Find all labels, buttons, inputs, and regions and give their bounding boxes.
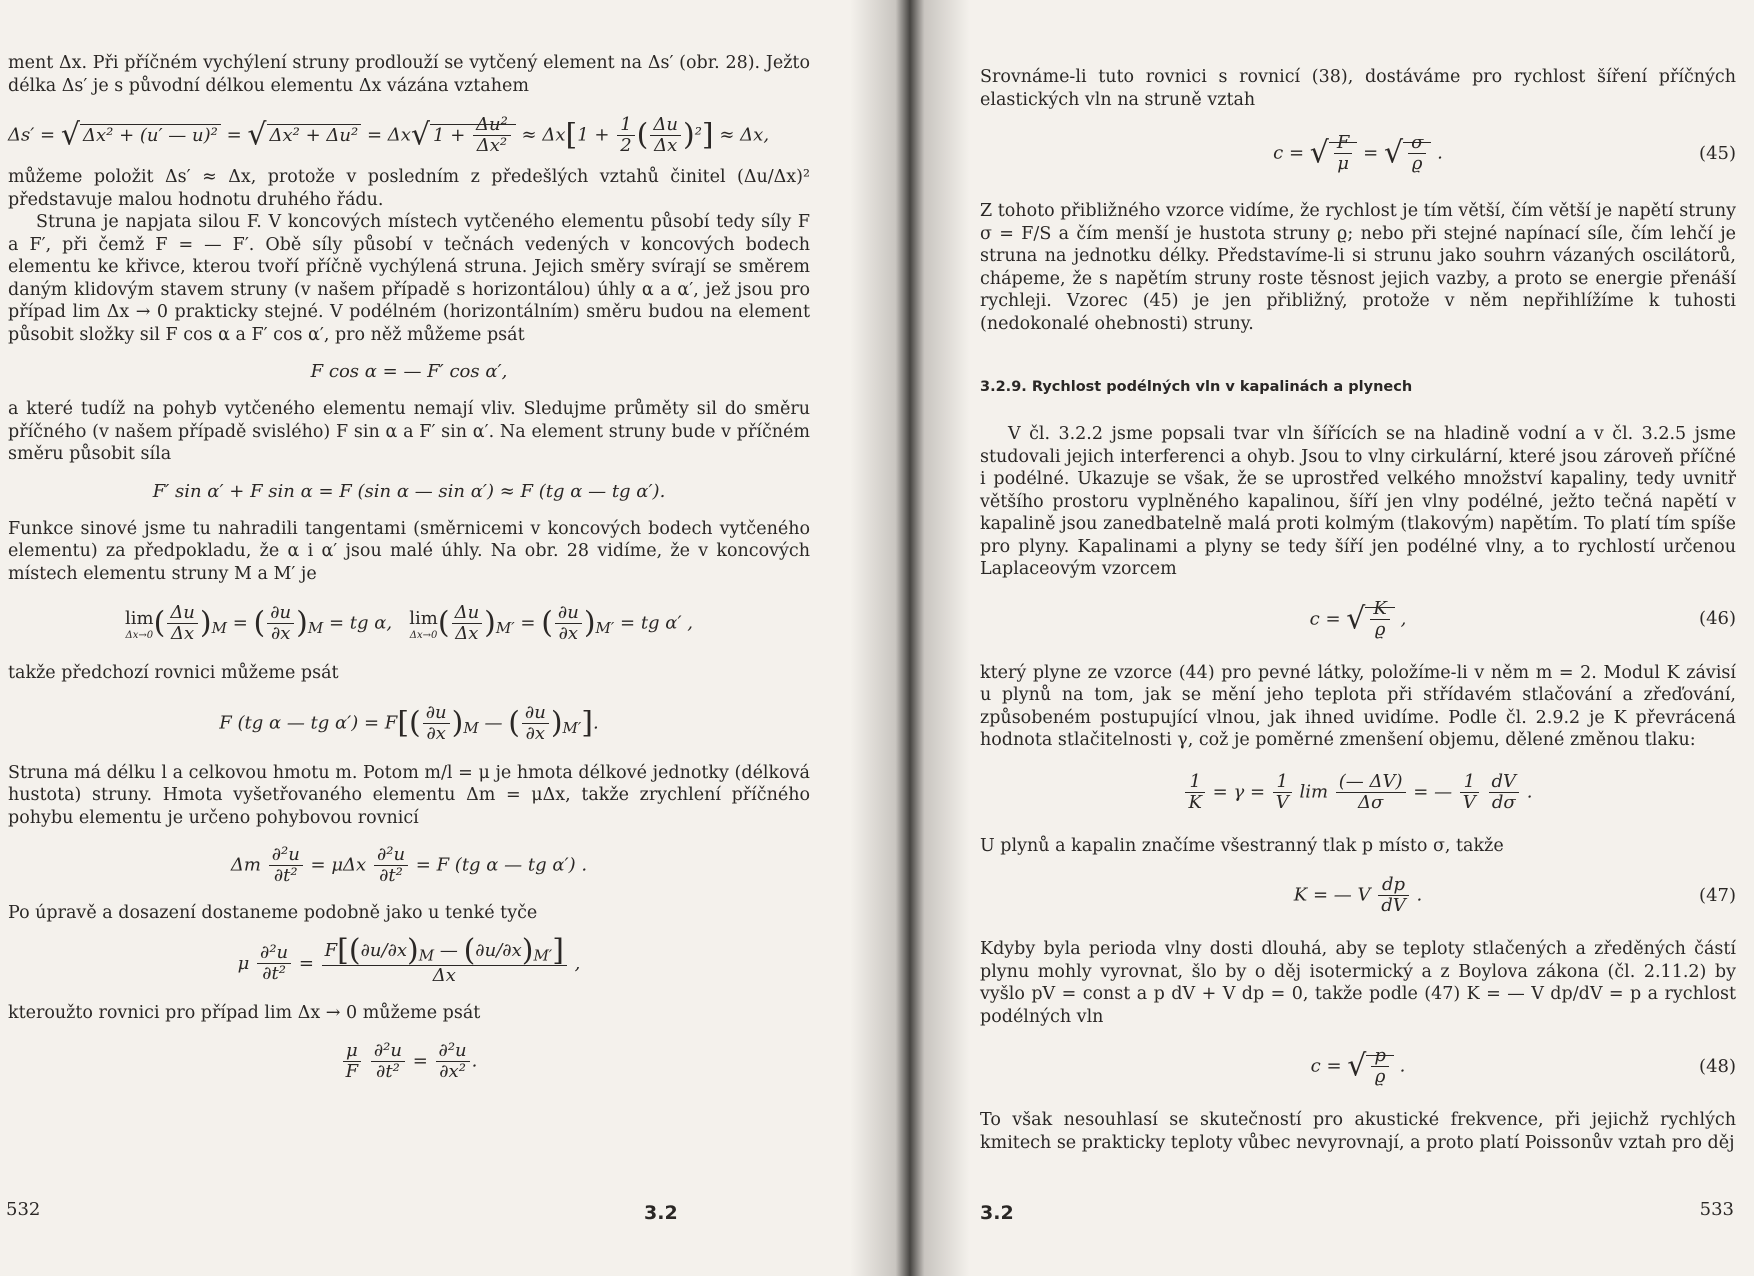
section-marker: 3.2 <box>644 1202 678 1224</box>
paragraph: který plyne ze vzorce (44) pro pevné látky, položíme-li v něm m = 2. Modul K závisí u plynů na tom, jak se mění jeho teplota při střídavém stlačování a zřeďování, způsobeném postupující vlnou, jak ihned uvidíme. Podle čl. 2.9.2 je K převrácená hodnota stlačitelnosti γ, což je poměrné zmenšení objemu, dělené změnou tlaku: <box>980 662 1736 750</box>
equation-number: (47) <box>1699 884 1736 906</box>
section-heading: 3.2.9. Rychlost podélných vln v kapalinách a plynech <box>980 379 1413 395</box>
paragraph: takže předchozí rovnici můžeme psát <box>8 663 339 683</box>
equation: K = — V $\frac{dp}{dV}$ . (47) <box>1293 874 1736 916</box>
page-number: 533 <box>1699 1199 1734 1220</box>
equation-number: (45) <box>1699 142 1736 164</box>
paragraph: ment Δx. Při příčném vychýlení struny prodlouží se vytčený element na Δs′ (obr. 28). Ježto délka Δs′ je s původní délkou elementu Δx vázána vztahem <box>8 53 810 96</box>
paragraph: Funkce sinové jsme tu nahradili tangentami (směrnicemi v koncových bodech vytčeného elementu) za předpokladu, že α i α′ jsou malé úhly. Na obr. 28 vidíme, že v koncových místech elementu struny M a M′ je <box>8 518 810 584</box>
paragraph: V čl. 3.2.2 jsme popsali tvar vln šířících se na hladině vodní a v čl. 3.2.5 jsme studovali jejich interferenci a ohyb. Jsou to vlny cirkulární, které jsou zároveň příčné i podélné. Ukazuje se však, že se uprostřed velkého množství kapaliny, tedy uvnitř většího prostoru vyplněného kapalinou, šíří jen vlny podélné, ježto tečná napětí v kapalině jsou zanedbatelně malá proti kolmým (tlakovým) napětím. To platí tím spíše pro plyny. Kapalinami a plyny se tedy šíří jen podélné vlny, a to rychlostí určenou Laplaceovým vzorcem <box>980 424 1736 579</box>
paragraph: kteroužto rovnici pro případ lim Δx → 0 můžeme psát <box>8 1003 481 1024</box>
equation: Δs′ = √ Δx² + (u′ — u)² = √ Δx² + Δu² = Δx√ 1 + $\frac{\text{Δu²}}{\text{Δx²}}$ ≈ Δx[1 + $\frac{1}{2}$ ( $\frac{\Delta u}{\Delta x}$ )²] ≈ Δx, <box>8 114 770 156</box>
paragraph: můžeme položit Δs′ ≈ Δx, protože v posledním z předešlých vztahů činitel (Δu/Δx)² představuje malou hodnotu druhého řádu. <box>8 167 810 210</box>
left-page <box>0 0 870 1276</box>
paragraph: Z tohoto přibližného vzorce vidíme, že rychlost je tím větší, čím větší je napětí struny σ = F/S a čím menší je hustota struny ϱ; nebo při stejné napínací síle, čím lehčí je struna na jednotku délky. Představíme-li si strunu jako souhrn vázaných oscilátorů, chápeme, že s napětím struny roste těsnost jejich vazby, a proto se energie přenáší rychleji. Vzorec (45) je jen přibližný, protože v něm nepřihlížíme k tuhosti (nedokonalé ohebnosti) struny. <box>980 201 1736 334</box>
equation: c = √ $\frac{p}{ϱ}$ . (48) <box>1310 1045 1736 1087</box>
paragraph: Po úpravě a dosazení dostaneme podobně jako u tenké tyče <box>8 903 538 923</box>
section-marker: 3.2 <box>980 1202 1014 1224</box>
equation: F cos α = — F′ cos α′, <box>310 361 508 382</box>
equation: F (tg α — tg α′) = F[( $\frac{\partial u}{\partial x}$ )$_M$ — ( $\frac{\partial u}{\partial x}$ )$_{M'}$]. <box>219 701 599 744</box>
paragraph: U plynů a kapalin značíme všestranný tlak p místo σ, takže <box>980 835 1504 856</box>
equation-number: (48) <box>1699 1055 1736 1077</box>
equation: Δm $\frac{\text{∂²u}}{\text{∂t²}}$ = μΔx $\frac{\text{∂²u}}{\text{∂t²}}$ = F (tg α — tg α′) . <box>230 844 588 886</box>
equation: $\frac{1}{K}$ = γ = $\frac{1}{V}$ lim $\frac{(— \Delta V)}{\Delta\sigma}$ = — $\frac{1}{V}$ $\frac{dV}{d\sigma}$ . <box>980 772 1736 813</box>
paragraph: Struna je napjata silou F. V koncových místech vytčeného elementu působí tedy síly F a F′, při čemž F = — F′. Obě síly působí v tečnách vedených v koncových bodech elementu ke křivce, kterou tvoří příčně vychýlená struna. Jejich směry svírají se směrem daným klidovým stavem struny (v našem případě s horizontálou) úhly α a α′, jež jsou pro případ lim Δx → 0 prakticky stejné. V podélném (horizontálním) směru budou na element působit složky sil F cos α a F′ cos α′, pro něž můžeme psát <box>8 212 810 345</box>
right-page <box>870 0 1754 1276</box>
paragraph: Struna má délku l a celkovou hmotu m. Potom m/l = μ je hmota délkové jednotky (délková hustota) struny. Hmota vyšetřovaného elementu Δm = μΔx, takže zrychlení příčného pohybu elementu je určeno pohybovou rovnicí <box>8 762 810 828</box>
paragraph: Kdyby byla perioda vlny dosti dlouhá, aby se teploty stlačených a zředěných částí plynu mohly vyrovnat, šlo by o děj isotermický a z Boylova zákona (čl. 2.11.2) by vyšlo pV = const a p dV + V dp = 0, takže podle (47) K = — V dp/dV = p a rychlost podélných vln <box>980 939 1736 1027</box>
equation-number: (46) <box>1699 608 1736 629</box>
paragraph: Srovnáme-li tuto rovnici s rovnicí (38), dostáváme pro rychlost šíření příčných elastických vln na struně vztah <box>980 67 1736 110</box>
equation: F′ sin α′ + F sin α = F (sin α — sin α′) ≈ F (tg α — tg α′). <box>152 480 666 502</box>
equation: c = √ $\frac{F}{\mu}$ = √ $\frac{\sigma}{ϱ}$ . (45) <box>1273 132 1736 174</box>
equation: c = √ $\frac{K}{ϱ}$ , (46) <box>1309 597 1736 640</box>
paragraph: a které tudíž na pohyb vytčeného elementu nemají vliv. Sledujme průměty sil do směru příčného (v našem případě svislého) F sin α a F′ sin α′. Na element struny bude v příčném směru působit síla <box>8 399 810 464</box>
paragraph: To však nesouhlasí se skutečností pro akustické frekvence, při jejichž rychlých kmitech se prakticky teploty vůbec nevyrovnají, a proto platí Poissonův vztah pro děj <box>980 1110 1736 1153</box>
equation: μ $\frac{\text{∂²u}}{\text{∂t²}}$ = $\frac{F[(\partial u/\partial x)_M — (\partial u/\partial x)_{M'}]}{\Delta x}$ , <box>237 932 581 987</box>
equation: lim Δx→0 ( $\frac{\Delta u}{\Delta x}$ )$_M$ = ( $\frac{\partial u}{\partial x}$ )$_M$ = tg α, lim Δx→0 ( $\frac{\Delta u}{\Delta x}$ )$_{M'}$ = ( $\frac{\partial u}{\partial x}$ )$_{M'}$ = tg α′ , <box>125 602 693 644</box>
page-number: 532 <box>6 1199 41 1220</box>
equation: $\frac{\mu}{F}$ $\frac{\text{∂²u}}{\text{∂t²}}$ = $\frac{\text{∂²u}}{\text{∂x²}}$ . <box>8 1041 810 1082</box>
